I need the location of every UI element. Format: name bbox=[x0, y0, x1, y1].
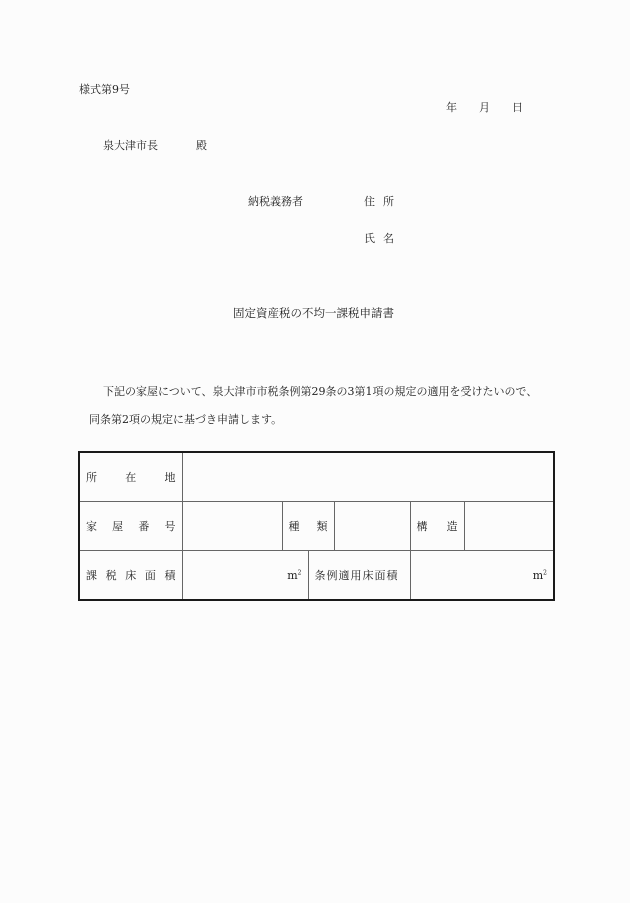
square-meter-unit: m bbox=[287, 568, 298, 582]
structure-label: 構 造 bbox=[410, 502, 464, 551]
house-number-label: 家 屋 番 号 bbox=[79, 502, 182, 551]
taxable-area-label: 課 税 床 面 積 bbox=[79, 551, 182, 601]
house-number-field[interactable] bbox=[182, 502, 282, 551]
taxable-area-field[interactable]: $m^2$ bbox=[182, 551, 308, 601]
table-row-house bbox=[79, 502, 554, 551]
type-label: 種 類 bbox=[282, 502, 334, 551]
square-meter-unit: m bbox=[532, 568, 544, 582]
application-table bbox=[78, 451, 555, 601]
ordinance-area-field[interactable]: $m^2$ bbox=[410, 551, 554, 601]
taxpayer-label: 納税義務者 bbox=[248, 195, 303, 208]
date-year: 年 bbox=[446, 101, 457, 114]
table-row-location bbox=[79, 452, 554, 502]
location-label: 所 在 地 bbox=[79, 452, 182, 502]
structure-field[interactable] bbox=[464, 502, 554, 551]
document-title: 固定資産税の不均一課税申請書 bbox=[233, 306, 394, 320]
honorific: 殿 bbox=[196, 139, 207, 152]
date-line bbox=[446, 99, 523, 115]
location-field[interactable] bbox=[182, 452, 554, 502]
table-row-area bbox=[79, 551, 554, 601]
date-day: 日 bbox=[512, 101, 523, 114]
ordinance-area-label: 条例適用床面積 bbox=[308, 551, 410, 601]
type-field[interactable] bbox=[334, 502, 410, 551]
addressee bbox=[103, 137, 207, 153]
addressee-name: 泉大津市長 bbox=[103, 139, 158, 152]
date-month: 月 bbox=[479, 101, 490, 114]
body-text-line-1: 下記の家屋について、泉大津市市税条例第29条の3第1項の規定の適用を受けたいので、 bbox=[103, 385, 538, 398]
address-label: 住所 bbox=[364, 195, 402, 208]
name-label: 氏名 bbox=[364, 232, 402, 245]
body-text-line-2: 同条第2項の規定に基づき申請します。 bbox=[89, 413, 283, 426]
form-number: 様式第9号 bbox=[79, 83, 130, 96]
